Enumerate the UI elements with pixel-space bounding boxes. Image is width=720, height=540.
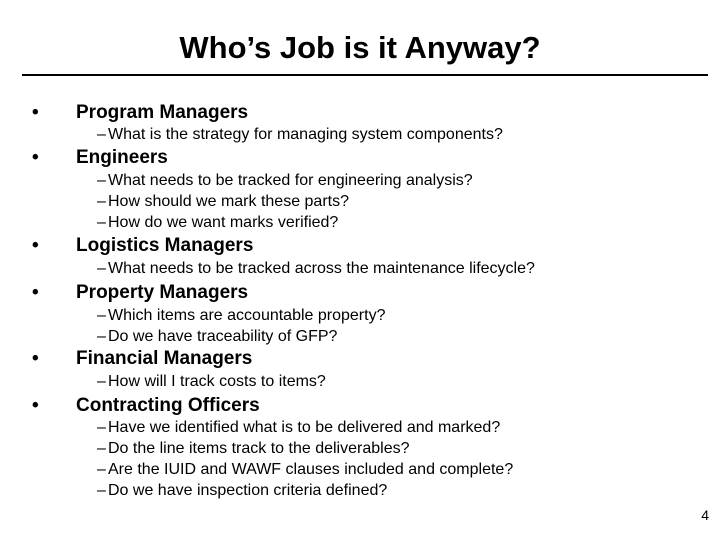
- bullet-glyph: •: [32, 282, 39, 303]
- sub-item-text: What needs to be tracked across the maintenance lifecycle?: [108, 260, 535, 277]
- bullet-label: Program Managers: [76, 102, 249, 123]
- sub-item-text: Which items are accountable property?: [108, 307, 386, 324]
- bullet-label: Financial Managers: [76, 348, 253, 369]
- sub-item-text: Are the IUID and WAWF clauses included and complete?: [108, 461, 514, 478]
- sub-item-text: How will I track costs to items?: [108, 373, 326, 390]
- sub-item-text: What is the strategy for managing system components?: [108, 126, 503, 143]
- sub-item-text: What needs to be tracked for engineering analysis?: [108, 172, 473, 189]
- dash-glyph: –: [97, 461, 106, 478]
- sub-item-text: How do we want marks verified?: [108, 214, 339, 231]
- dash-glyph: –: [97, 440, 106, 457]
- dash-glyph: –: [97, 373, 106, 390]
- bullet-label: Property Managers: [76, 282, 249, 303]
- sub-item-text: How should we mark these parts?: [108, 193, 349, 210]
- dash-glyph: –: [97, 126, 106, 143]
- sub-item-text: Do we have inspection criteria defined?: [108, 482, 388, 499]
- bullet-glyph: •: [32, 348, 39, 369]
- slide-title: Who’s Job is it Anyway?: [179, 30, 541, 65]
- sub-item-text: Do the line items track to the deliverables?: [108, 440, 410, 457]
- dash-glyph: –: [97, 328, 106, 345]
- bullet-glyph: •: [32, 102, 39, 123]
- dash-glyph: –: [97, 419, 106, 436]
- dash-glyph: –: [97, 172, 106, 189]
- bullet-glyph: •: [32, 395, 39, 416]
- dash-glyph: –: [97, 260, 106, 277]
- bullet-glyph: •: [32, 147, 39, 168]
- sub-item-text: Do we have traceability of GFP?: [108, 328, 338, 345]
- dash-glyph: –: [97, 482, 106, 499]
- dash-glyph: –: [97, 193, 106, 210]
- bullet-label: Logistics Managers: [76, 235, 254, 256]
- dash-glyph: –: [97, 214, 106, 231]
- dash-glyph: –: [97, 307, 106, 324]
- bullet-label: Engineers: [76, 147, 168, 168]
- bullet-label: Contracting Officers: [76, 395, 260, 416]
- page-number: 4: [701, 507, 709, 523]
- bullet-glyph: •: [32, 235, 39, 256]
- sub-item-text: Have we identified what is to be delivered and marked?: [108, 419, 501, 436]
